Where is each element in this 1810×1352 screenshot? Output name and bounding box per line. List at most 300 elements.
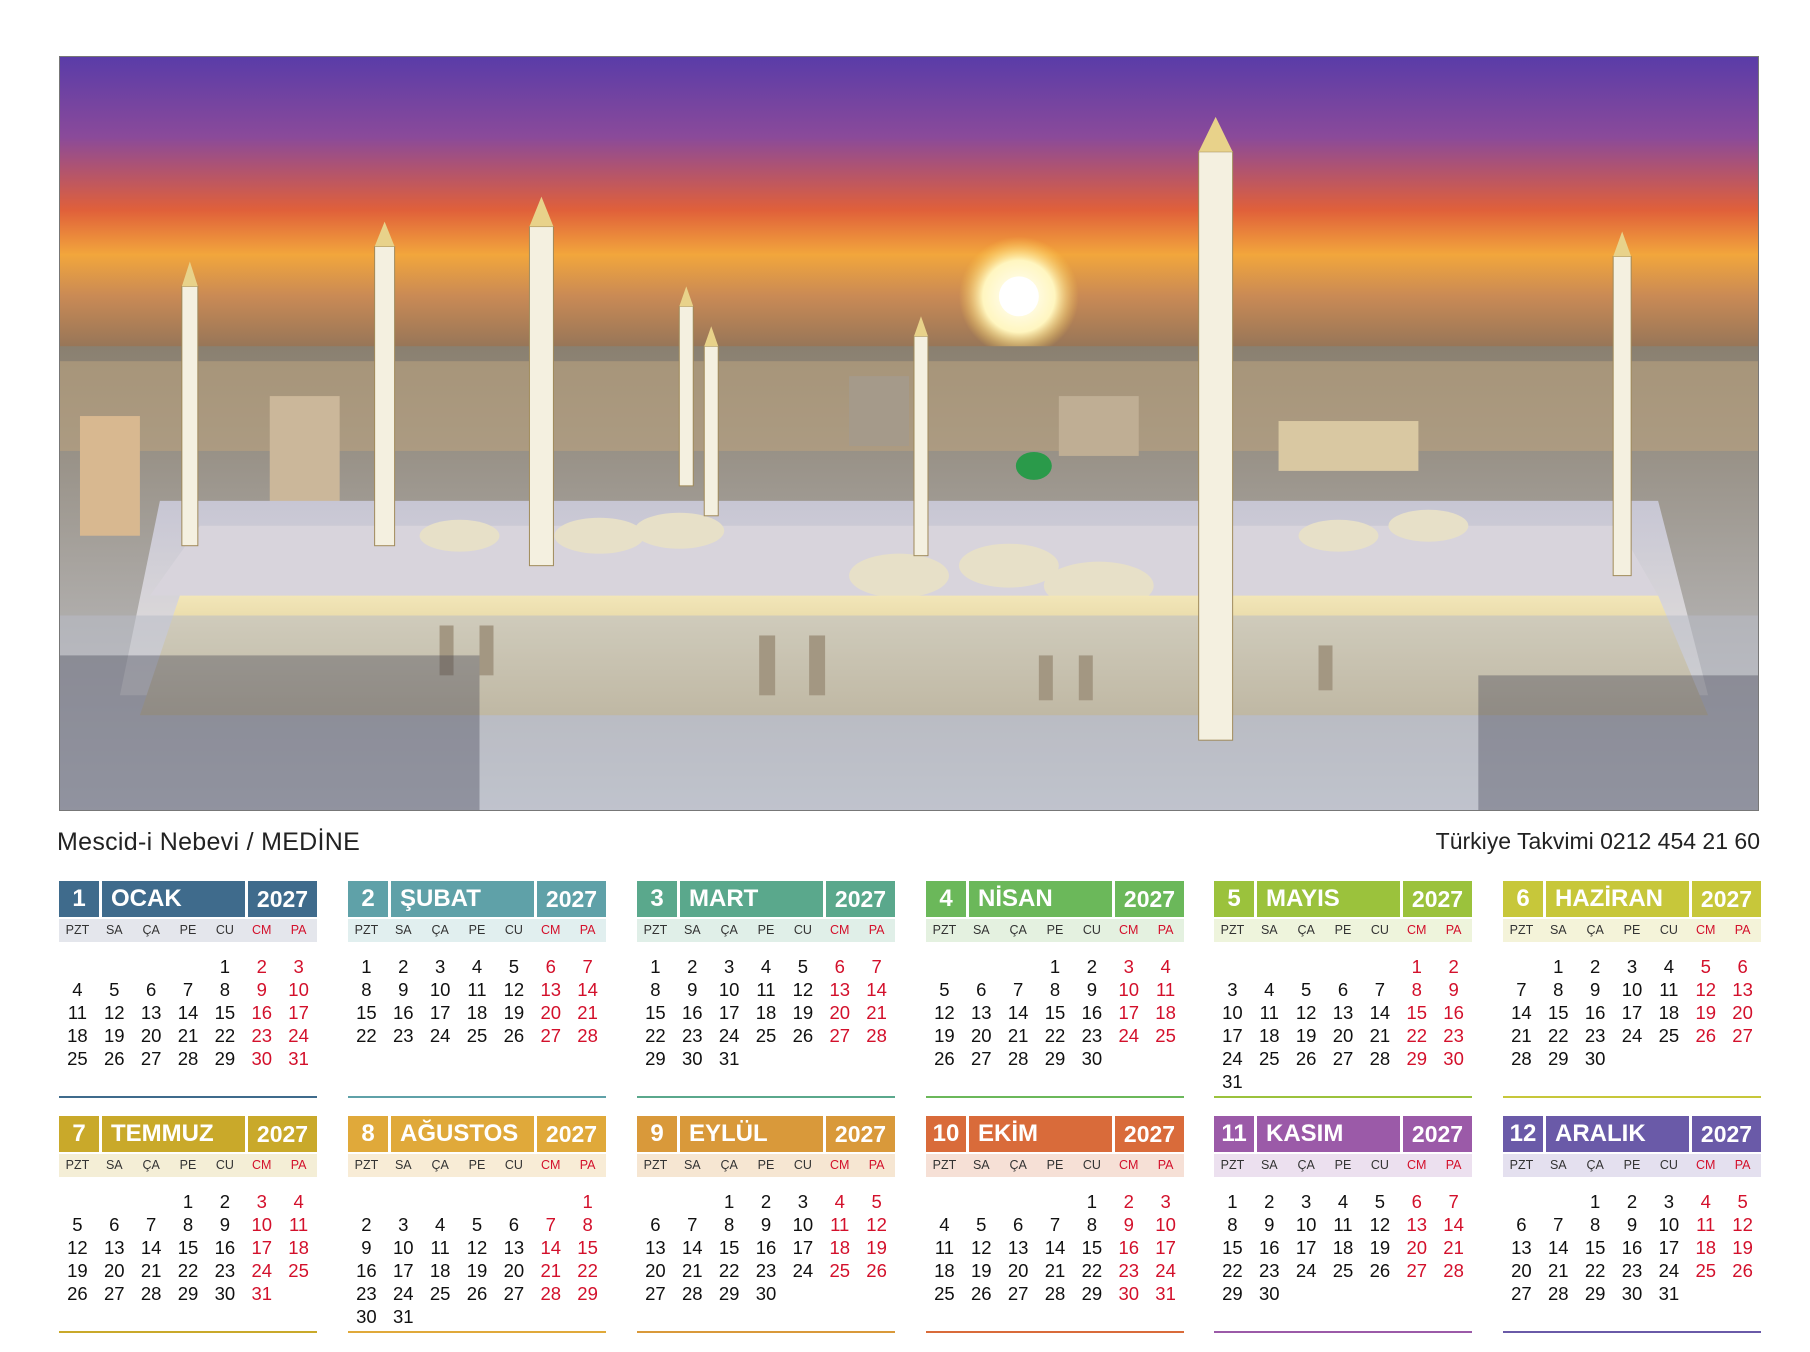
day-cell: 21 xyxy=(540,1260,562,1281)
weekday-label: CU xyxy=(1082,923,1101,937)
month-header xyxy=(1214,881,1472,917)
day-cell: 18 xyxy=(288,1237,309,1258)
day-cell: 11 xyxy=(830,1214,850,1235)
weekday-label: CM xyxy=(1119,1158,1139,1172)
day-cell: 11 xyxy=(430,1237,450,1258)
weekday-label: ÇA xyxy=(1009,1158,1027,1172)
month-header xyxy=(1503,881,1761,917)
weekday-label: ÇA xyxy=(431,1158,449,1172)
day-cell: 1 xyxy=(1590,1191,1601,1212)
week-row xyxy=(348,1236,606,1259)
day-cell xyxy=(858,1047,895,1070)
month-number: 6 xyxy=(1503,881,1543,917)
day-cell xyxy=(1214,955,1251,978)
month-block xyxy=(637,1116,895,1332)
day-cell: 7 xyxy=(1013,979,1024,1000)
day-cell: 28 xyxy=(1511,1048,1532,1069)
day-cell: 19 xyxy=(1295,1025,1317,1046)
weekday-label: CU xyxy=(1082,1158,1101,1172)
week-row xyxy=(926,1236,1184,1259)
weekday-label: PE xyxy=(179,1158,197,1172)
weekday-label: ÇA xyxy=(1009,923,1027,937)
weekday-label: PZT xyxy=(65,1158,90,1172)
day-cell: 3 xyxy=(1626,956,1638,977)
day-cell xyxy=(1000,955,1037,978)
day-cell: 16 xyxy=(251,1002,273,1023)
weekday-label: PZT xyxy=(1220,923,1245,937)
day-cell: 2 xyxy=(687,956,698,977)
day-cell xyxy=(422,1190,459,1213)
day-cell: 29 xyxy=(1406,1048,1428,1069)
day-cell: 20 xyxy=(829,1002,851,1023)
day-cell: 21 xyxy=(866,1002,887,1023)
day-cell: 5 xyxy=(939,979,950,1000)
day-cell: 12 xyxy=(466,1237,488,1258)
day-grid xyxy=(637,1190,895,1305)
week-row xyxy=(926,955,1184,978)
day-cell: 1 xyxy=(1553,956,1564,977)
weekday-header xyxy=(1214,919,1472,942)
day-cell xyxy=(858,1282,895,1305)
day-cell: 25 xyxy=(1332,1260,1354,1281)
day-cell: 8 xyxy=(1227,1214,1238,1235)
month-number: 5 xyxy=(1214,881,1254,917)
week-row xyxy=(1503,1001,1761,1024)
day-cell: 24 xyxy=(1621,1025,1643,1046)
day-cell: 14 xyxy=(1007,1002,1029,1023)
day-cell: 6 xyxy=(146,979,157,1000)
day-cell: 4 xyxy=(435,1214,446,1235)
month-year: 2027 xyxy=(1115,881,1184,917)
weekday-label: PZT xyxy=(643,1158,668,1172)
week-row xyxy=(59,1024,317,1047)
day-cell: 19 xyxy=(67,1260,88,1281)
month-divider xyxy=(1214,1096,1472,1098)
week-row xyxy=(637,1213,895,1236)
day-cell: 25 xyxy=(288,1260,309,1281)
day-cell: 16 xyxy=(1443,1002,1464,1023)
day-cell: 4 xyxy=(72,979,83,1000)
day-cell: 27 xyxy=(1511,1283,1532,1304)
day-cell: 30 xyxy=(251,1048,273,1069)
weekday-label: PA xyxy=(868,1158,885,1172)
day-cell: 18 xyxy=(429,1260,451,1281)
day-cell: 18 xyxy=(934,1260,955,1281)
day-cell: 4 xyxy=(1160,956,1171,977)
day-cell xyxy=(963,955,1000,978)
day-cell: 21 xyxy=(1443,1237,1464,1258)
weekday-label: SA xyxy=(972,923,990,937)
week-row xyxy=(1503,978,1761,1001)
day-cell: 15 xyxy=(1548,1002,1569,1023)
month-header xyxy=(1214,1116,1472,1152)
weekday-label: SA xyxy=(1549,923,1567,937)
week-row xyxy=(637,1282,895,1305)
weekday-label: SA xyxy=(1260,1158,1278,1172)
day-cell xyxy=(1361,955,1398,978)
weekday-header xyxy=(1214,1154,1472,1177)
day-cell: 27 xyxy=(503,1283,525,1304)
month-year: 2027 xyxy=(248,881,317,917)
day-cell: 16 xyxy=(1118,1237,1140,1258)
day-cell xyxy=(1503,955,1540,978)
weekday-label: SA xyxy=(394,1158,412,1172)
day-cell xyxy=(495,1305,532,1328)
month-number: 1 xyxy=(59,881,99,917)
day-grid xyxy=(348,955,606,1047)
day-cell: 18 xyxy=(1259,1025,1280,1046)
month-name: ARALIK xyxy=(1546,1116,1689,1152)
month-number: 11 xyxy=(1214,1116,1254,1152)
week-row xyxy=(1214,1001,1472,1024)
day-cell: 10 xyxy=(718,979,740,1000)
day-cell: 31 xyxy=(393,1306,414,1327)
week-row xyxy=(637,1259,895,1282)
day-cell: 22 xyxy=(1081,1260,1103,1281)
day-cell: 11 xyxy=(1696,1214,1716,1235)
day-cell xyxy=(784,1047,821,1070)
day-cell: 5 xyxy=(1374,1191,1386,1212)
day-cell: 21 xyxy=(140,1260,162,1281)
day-cell: 30 xyxy=(1081,1048,1103,1069)
day-cell xyxy=(133,1190,170,1213)
day-cell: 20 xyxy=(540,1002,562,1023)
day-cell: 18 xyxy=(1658,1002,1680,1023)
day-cell xyxy=(385,1190,422,1213)
day-cell: 16 xyxy=(1081,1002,1103,1023)
week-row xyxy=(1214,1047,1472,1070)
day-cell: 21 xyxy=(1548,1260,1569,1281)
day-cell: 4 xyxy=(1264,979,1275,1000)
month-block xyxy=(1214,881,1472,1097)
day-cell: 27 xyxy=(971,1048,992,1069)
day-cell: 1 xyxy=(219,956,231,977)
day-cell: 4 xyxy=(293,1191,304,1212)
day-cell: 28 xyxy=(1007,1048,1029,1069)
day-cell: 1 xyxy=(1049,956,1061,977)
day-cell: 23 xyxy=(1443,1025,1464,1046)
month-divider xyxy=(348,1331,606,1333)
weekday-label: PA xyxy=(1157,923,1174,937)
day-cell: 25 xyxy=(466,1025,488,1046)
day-cell: 22 xyxy=(1548,1025,1569,1046)
week-row xyxy=(1214,1024,1472,1047)
day-cell xyxy=(1724,1282,1761,1305)
day-cell: 10 xyxy=(288,979,309,1000)
day-cell: 7 xyxy=(871,956,882,977)
day-cell: 3 xyxy=(1160,1191,1171,1212)
day-cell: 24 xyxy=(792,1260,814,1281)
day-cell: 31 xyxy=(1658,1283,1680,1304)
week-row xyxy=(1503,1024,1761,1047)
month-name: AĞUSTOS xyxy=(391,1116,534,1152)
week-row xyxy=(59,955,317,978)
day-cell xyxy=(1540,1190,1577,1213)
month-year: 2027 xyxy=(1403,881,1472,917)
day-cell: 4 xyxy=(471,956,483,977)
day-cell xyxy=(1037,1190,1074,1213)
month-year: 2027 xyxy=(1692,1116,1761,1152)
day-cell: 29 xyxy=(1081,1283,1103,1304)
day-cell: 22 xyxy=(645,1025,666,1046)
day-cell xyxy=(926,955,963,978)
weekday-label: PE xyxy=(1046,923,1064,937)
week-row xyxy=(59,1282,317,1305)
weekday-label: CM xyxy=(541,1158,561,1172)
day-cell: 8 xyxy=(582,1214,593,1235)
month-block xyxy=(1214,1116,1472,1332)
weekday-label: PE xyxy=(468,1158,486,1172)
weekday-label: PA xyxy=(290,1158,307,1172)
day-cell: 6 xyxy=(1337,979,1349,1000)
day-cell: 27 xyxy=(540,1025,562,1046)
day-cell: 29 xyxy=(214,1048,236,1069)
day-cell: 3 xyxy=(293,956,304,977)
day-cell: 17 xyxy=(1658,1237,1680,1258)
day-cell: 12 xyxy=(67,1237,88,1258)
day-cell: 15 xyxy=(177,1237,199,1258)
week-row xyxy=(1214,1259,1472,1282)
weekday-label: PA xyxy=(579,1158,596,1172)
day-cell: 24 xyxy=(1658,1260,1680,1281)
day-cell: 20 xyxy=(971,1025,992,1046)
weekday-label: ÇA xyxy=(1586,1158,1604,1172)
day-cell: 5 xyxy=(1700,956,1711,977)
day-cell: 10 xyxy=(1155,1214,1176,1235)
day-cell: 19 xyxy=(1695,1002,1717,1023)
day-cell: 29 xyxy=(1222,1283,1243,1304)
week-row xyxy=(1503,1047,1761,1070)
day-cell xyxy=(459,1305,496,1328)
week-row xyxy=(926,1024,1184,1047)
day-cell: 25 xyxy=(67,1048,88,1069)
month-number: 4 xyxy=(926,881,966,917)
weekday-header xyxy=(348,1154,606,1177)
weekday-label: ÇA xyxy=(1586,923,1604,937)
weekday-label: PZT xyxy=(354,1158,379,1172)
day-cell: 15 xyxy=(1044,1002,1066,1023)
month-header xyxy=(59,1116,317,1152)
day-cell: 9 xyxy=(1086,979,1098,1000)
day-cell: 5 xyxy=(109,979,120,1000)
day-cell: 30 xyxy=(1118,1283,1140,1304)
day-cell: 6 xyxy=(109,1214,120,1235)
day-cell: 12 xyxy=(792,979,814,1000)
weekday-label: SA xyxy=(972,1158,990,1172)
week-row xyxy=(59,978,317,1001)
day-cell: 22 xyxy=(1584,1260,1606,1281)
week-row xyxy=(59,1190,317,1213)
month-number: 10 xyxy=(926,1116,966,1152)
day-cell xyxy=(133,955,170,978)
day-cell: 5 xyxy=(1737,1191,1748,1212)
day-cell: 11 xyxy=(288,1214,309,1235)
day-cell: 11 xyxy=(1659,979,1679,1000)
day-cell: 26 xyxy=(934,1048,955,1069)
weekday-label: CU xyxy=(1370,923,1389,937)
day-cell: 23 xyxy=(1259,1260,1280,1281)
day-cell: 7 xyxy=(146,1214,157,1235)
day-cell: 28 xyxy=(1548,1283,1569,1304)
day-cell: 8 xyxy=(182,1214,194,1235)
day-cell xyxy=(1614,1047,1651,1070)
day-cell: 16 xyxy=(393,1002,414,1023)
day-cell xyxy=(1325,1282,1362,1305)
day-cell: 16 xyxy=(1584,1002,1606,1023)
week-row xyxy=(637,1001,895,1024)
day-cell: 14 xyxy=(1044,1237,1066,1258)
day-cell: 28 xyxy=(177,1048,199,1069)
month-year: 2027 xyxy=(537,881,606,917)
week-row xyxy=(637,955,895,978)
day-cell xyxy=(1398,1070,1435,1093)
weekday-label: CM xyxy=(830,923,850,937)
day-cell: 27 xyxy=(645,1283,666,1304)
day-cell: 11 xyxy=(67,1002,88,1023)
day-cell: 19 xyxy=(971,1260,992,1281)
day-cell: 22 xyxy=(1222,1260,1243,1281)
day-cell xyxy=(1251,1070,1288,1093)
day-cell: 2 xyxy=(256,956,267,977)
weekday-label: PA xyxy=(290,923,307,937)
day-cell: 27 xyxy=(1732,1025,1753,1046)
week-row xyxy=(348,978,606,1001)
weekday-label: PZT xyxy=(65,923,90,937)
month-year: 2027 xyxy=(1403,1116,1472,1152)
day-cell: 1 xyxy=(724,1191,735,1212)
month-number: 2 xyxy=(348,881,388,917)
day-cell: 2 xyxy=(760,1191,772,1212)
day-cell: 29 xyxy=(577,1283,598,1304)
day-cell: 16 xyxy=(755,1237,777,1258)
day-cell: 18 xyxy=(67,1025,88,1046)
day-grid xyxy=(59,955,317,1070)
day-cell: 6 xyxy=(1737,956,1748,977)
day-grid xyxy=(1214,1190,1472,1305)
day-cell: 26 xyxy=(67,1283,88,1304)
publisher-contact: Türkiye Takvimi 0212 454 21 60 xyxy=(1435,828,1760,854)
day-cell: 8 xyxy=(650,979,661,1000)
day-cell: 24 xyxy=(718,1025,740,1046)
week-row xyxy=(637,1236,895,1259)
day-cell: 7 xyxy=(545,1214,556,1235)
weekday-label: PZT xyxy=(354,923,379,937)
month-header xyxy=(348,1116,606,1152)
day-cell: 28 xyxy=(866,1025,887,1046)
day-cell xyxy=(1361,1070,1398,1093)
weekday-label: SA xyxy=(683,923,701,937)
day-cell: 8 xyxy=(1553,979,1564,1000)
weekday-label: CU xyxy=(215,1158,234,1172)
day-cell: 2 xyxy=(1086,956,1098,977)
day-cell: 14 xyxy=(140,1237,162,1258)
day-cell: 28 xyxy=(577,1025,598,1046)
day-cell: 8 xyxy=(1411,979,1422,1000)
day-cell: 13 xyxy=(1511,1237,1532,1258)
day-cell xyxy=(1724,1047,1761,1070)
weekday-label: PE xyxy=(468,923,486,937)
day-cell xyxy=(170,955,207,978)
week-row xyxy=(348,1282,606,1305)
day-cell: 7 xyxy=(1049,1214,1061,1235)
day-cell: 20 xyxy=(1007,1260,1029,1281)
day-cell: 30 xyxy=(214,1283,236,1304)
weekday-label: PA xyxy=(1157,1158,1174,1172)
day-cell: 8 xyxy=(219,979,231,1000)
weekday-label: CM xyxy=(1119,923,1139,937)
day-cell: 26 xyxy=(1295,1048,1317,1069)
day-cell: 25 xyxy=(429,1283,451,1304)
day-cell: 6 xyxy=(1013,1214,1024,1235)
day-cell xyxy=(1325,955,1362,978)
day-cell: 25 xyxy=(829,1260,851,1281)
weekday-label: PE xyxy=(757,1158,775,1172)
day-cell: 14 xyxy=(540,1237,562,1258)
day-cell: 29 xyxy=(645,1048,666,1069)
month-divider xyxy=(59,1096,317,1098)
day-cell: 6 xyxy=(508,1214,520,1235)
weekday-label: ÇA xyxy=(1297,1158,1315,1172)
day-cell: 11 xyxy=(756,979,776,1000)
week-row xyxy=(348,1213,606,1236)
day-grid xyxy=(926,1190,1184,1305)
day-cell: 15 xyxy=(356,1002,377,1023)
month-year: 2027 xyxy=(826,881,895,917)
day-cell: 16 xyxy=(356,1260,377,1281)
day-cell: 9 xyxy=(256,979,267,1000)
day-cell: 31 xyxy=(251,1283,273,1304)
day-cell: 10 xyxy=(251,1214,273,1235)
day-cell xyxy=(569,1305,606,1328)
month-block xyxy=(1503,881,1761,1097)
day-cell: 3 xyxy=(1301,1191,1312,1212)
month-divider xyxy=(1503,1331,1761,1333)
day-cell: 17 xyxy=(718,1002,740,1023)
weekday-label: PZT xyxy=(1509,1158,1534,1172)
day-cell: 31 xyxy=(1155,1283,1176,1304)
day-cell: 12 xyxy=(1695,979,1717,1000)
weekday-header xyxy=(637,1154,895,1177)
weekday-label: PZT xyxy=(1509,923,1534,937)
day-cell xyxy=(348,1190,385,1213)
month-name: MAYIS xyxy=(1257,881,1400,917)
day-cell: 21 xyxy=(1007,1025,1029,1046)
day-cell: 9 xyxy=(1264,1214,1275,1235)
day-cell: 3 xyxy=(256,1191,267,1212)
day-cell: 1 xyxy=(1411,956,1422,977)
day-cell xyxy=(784,1282,821,1305)
day-cell: 7 xyxy=(1516,979,1527,1000)
day-grid xyxy=(1503,955,1761,1070)
day-cell xyxy=(1503,1190,1540,1213)
day-cell: 22 xyxy=(1406,1025,1428,1046)
day-cell: 27 xyxy=(104,1283,125,1304)
day-cell xyxy=(1398,1282,1435,1305)
month-block xyxy=(59,881,317,1097)
day-cell: 30 xyxy=(682,1048,703,1069)
day-cell: 20 xyxy=(503,1260,525,1281)
day-cell: 9 xyxy=(1590,979,1601,1000)
week-row xyxy=(348,1259,606,1282)
month-header xyxy=(637,1116,895,1152)
week-row xyxy=(348,1305,606,1328)
weekday-label: SA xyxy=(105,923,123,937)
week-row xyxy=(926,1047,1184,1070)
day-cell: 15 xyxy=(718,1237,740,1258)
day-cell: 10 xyxy=(1658,1214,1680,1235)
day-cell: 7 xyxy=(582,956,593,977)
day-cell: 31 xyxy=(1222,1071,1243,1092)
